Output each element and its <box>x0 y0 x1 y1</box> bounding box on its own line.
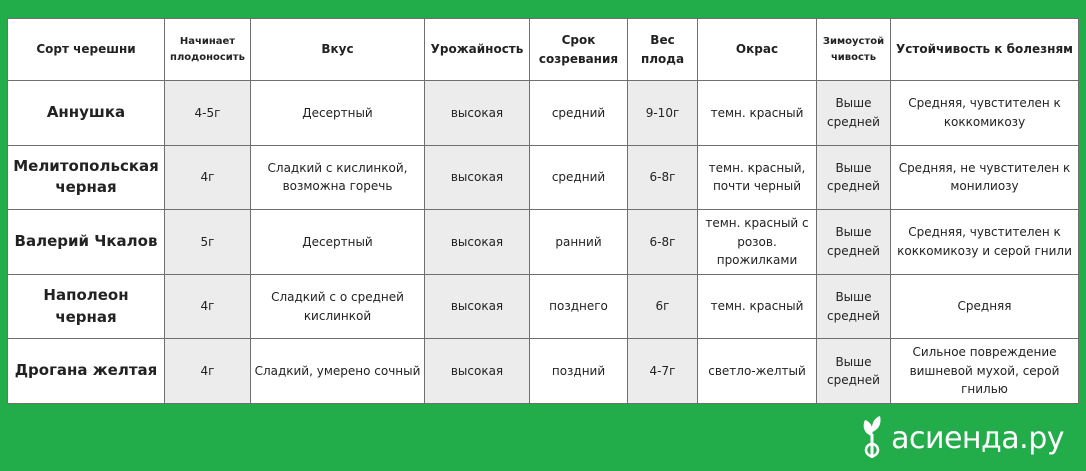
column-header-color: Окрас <box>698 19 817 81</box>
winter-hardiness-cell: Выше средней <box>817 81 891 146</box>
winter-hardiness-cell: Выше средней <box>817 210 891 275</box>
variety-name: Валерий Чкалов <box>8 210 165 275</box>
fruit-weight-cell: 9-10г <box>628 81 698 146</box>
taste-cell: Сладкий с о средней кислинкой <box>251 274 425 339</box>
column-header-fruiting-start: Начинает плодоносить <box>165 19 251 81</box>
fruit-weight-cell: 6г <box>628 274 698 339</box>
column-header-yield: Урожайность <box>425 19 530 81</box>
variety-name: Наполеон черная <box>8 274 165 339</box>
yield-cell: высокая <box>425 210 530 275</box>
variety-name: Аннушка <box>8 81 165 146</box>
disease-resistance-cell: Средняя, чувстителен к коккомикозу <box>891 81 1079 146</box>
color-cell: светло-желтый <box>698 339 817 404</box>
fruit-weight-cell: 6-8г <box>628 210 698 275</box>
fruiting-start-cell: 4г <box>165 145 251 210</box>
column-header-fruit-weight: Вес плода <box>628 19 698 81</box>
table-row <box>8 145 1079 210</box>
taste-cell: Десертный <box>251 81 425 146</box>
winter-hardiness-cell: Выше средней <box>817 274 891 339</box>
column-header-winter-hardiness: Зимоустойчивость <box>817 19 891 81</box>
column-header-ripening: Срок созревания <box>530 19 628 81</box>
column-header-disease-resistance: Устойчивость к болезням <box>891 19 1079 81</box>
site-logo[interactable] <box>859 413 1064 463</box>
yield-cell: высокая <box>425 274 530 339</box>
table-row <box>8 339 1079 404</box>
disease-resistance-cell: Средняя <box>891 274 1079 339</box>
fruiting-start-cell: 4г <box>165 274 251 339</box>
variety-name: Мелитопольская черная <box>8 145 165 210</box>
table-header-row <box>8 19 1079 81</box>
cherry-varieties-table-container <box>7 18 1078 403</box>
fruit-weight-cell: 4-7г <box>628 339 698 404</box>
fruiting-start-cell: 4г <box>165 339 251 404</box>
color-cell: темн. красный, почти черный <box>698 145 817 210</box>
color-cell: темн. красный с розов. прожилками <box>698 210 817 275</box>
winter-hardiness-cell: Выше средней <box>817 145 891 210</box>
disease-resistance-cell: Сильное повреждение вишневой мухой, серой гнилью <box>891 339 1079 404</box>
logo-text: асиенда.ру <box>891 420 1064 456</box>
column-header-variety: Сорт черешни <box>8 19 165 81</box>
table-row <box>8 81 1079 146</box>
yield-cell: высокая <box>425 81 530 146</box>
column-header-taste: Вкус <box>251 19 425 81</box>
ripening-cell: поздний <box>530 339 628 404</box>
color-cell: темн. красный <box>698 81 817 146</box>
color-cell: темн. красный <box>698 274 817 339</box>
yield-cell: высокая <box>425 339 530 404</box>
fruiting-start-cell: 4-5г <box>165 81 251 146</box>
fruit-weight-cell: 6-8г <box>628 145 698 210</box>
disease-resistance-cell: Средняя, не чувстителен к монилиозу <box>891 145 1079 210</box>
taste-cell: Сладкий, умерено сочный <box>251 339 425 404</box>
ripening-cell: средний <box>530 145 628 210</box>
ripening-cell: позднего <box>530 274 628 339</box>
ripening-cell: средний <box>530 81 628 146</box>
taste-cell: Сладкий с кислинкой, возможна горечь <box>251 145 425 210</box>
table-row <box>8 274 1079 339</box>
fruiting-start-cell: 5г <box>165 210 251 275</box>
disease-resistance-cell: Средняя, чувстителен к коккомикозу и серой гнили <box>891 210 1079 275</box>
winter-hardiness-cell: Выше средней <box>817 339 891 404</box>
sprout-icon <box>859 412 885 464</box>
variety-name: Дрогана желтая <box>8 339 165 404</box>
ripening-cell: ранний <box>530 210 628 275</box>
yield-cell: высокая <box>425 145 530 210</box>
taste-cell: Десертный <box>251 210 425 275</box>
table-row <box>8 210 1079 275</box>
cherry-varieties-table <box>7 18 1079 404</box>
